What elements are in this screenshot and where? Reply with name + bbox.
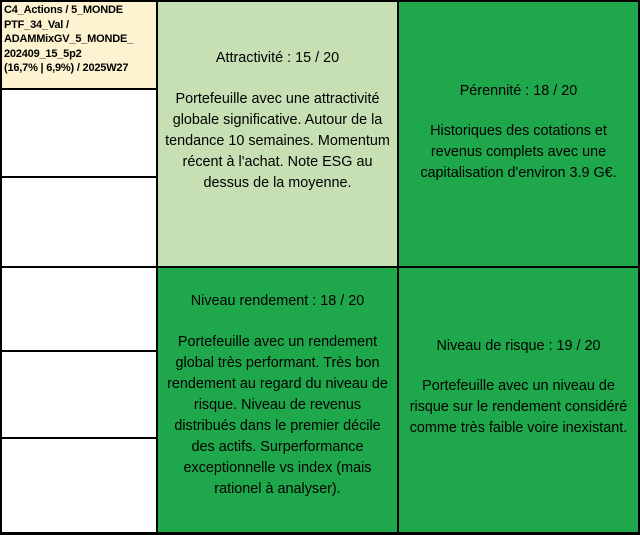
perennite-text: Historiques des cotations et revenus complets avec une capitalisation d'environ 3.9 G€. <box>420 123 617 181</box>
header-line: 202409_15_5p2 <box>4 47 82 60</box>
rendement-title: Niveau rendement : 18 / 20 <box>190 293 365 309</box>
risque-text: Portefeuille avec un niveau de risque sur le rendement considéré comme très faible voire inexistant. <box>409 378 628 436</box>
empty-cell[interactable] <box>2 352 156 437</box>
rendement-text: Portefeuille avec un rendement global très performant. Très bon rendement au regard du niveau de risque. Niveau de revenus distribués dans le premier décile des actifs. Surperformance exceptionnelle vs index (mais rationel à analyser). <box>167 334 388 497</box>
perennite-title: Pérennité : 18 / 20 <box>459 83 578 99</box>
header-line: (16,7% | 6,9%) / 2025W27 <box>4 62 129 75</box>
empty-cell[interactable] <box>2 268 156 350</box>
attractivite-cell[interactable] <box>158 2 397 266</box>
empty-cell[interactable] <box>2 90 156 176</box>
risque-title: Niveau de risque : 19 / 20 <box>436 338 601 354</box>
perennite-cell[interactable] <box>399 2 638 266</box>
header-line: PTF_34_Val / <box>4 18 69 31</box>
attractivite-title: Attractivité : 15 / 20 <box>215 50 340 66</box>
header-line: C4_Actions / 5_MONDE <box>4 4 123 16</box>
portfolio-header-cell[interactable] <box>2 2 156 88</box>
attractivite-text: Portefeuille avec une attractivité globale significative. Autour de la tendance 10 semaines. Momentum récent à l'achat. Note ESG au dessus de la moyenne. <box>165 91 390 191</box>
header-line: ADAMMixGV_5_MONDE_ <box>4 33 134 46</box>
empty-cell[interactable] <box>2 178 156 266</box>
empty-cell[interactable] <box>2 439 156 532</box>
rendement-cell[interactable] <box>158 268 397 532</box>
risque-cell[interactable] <box>399 268 638 532</box>
